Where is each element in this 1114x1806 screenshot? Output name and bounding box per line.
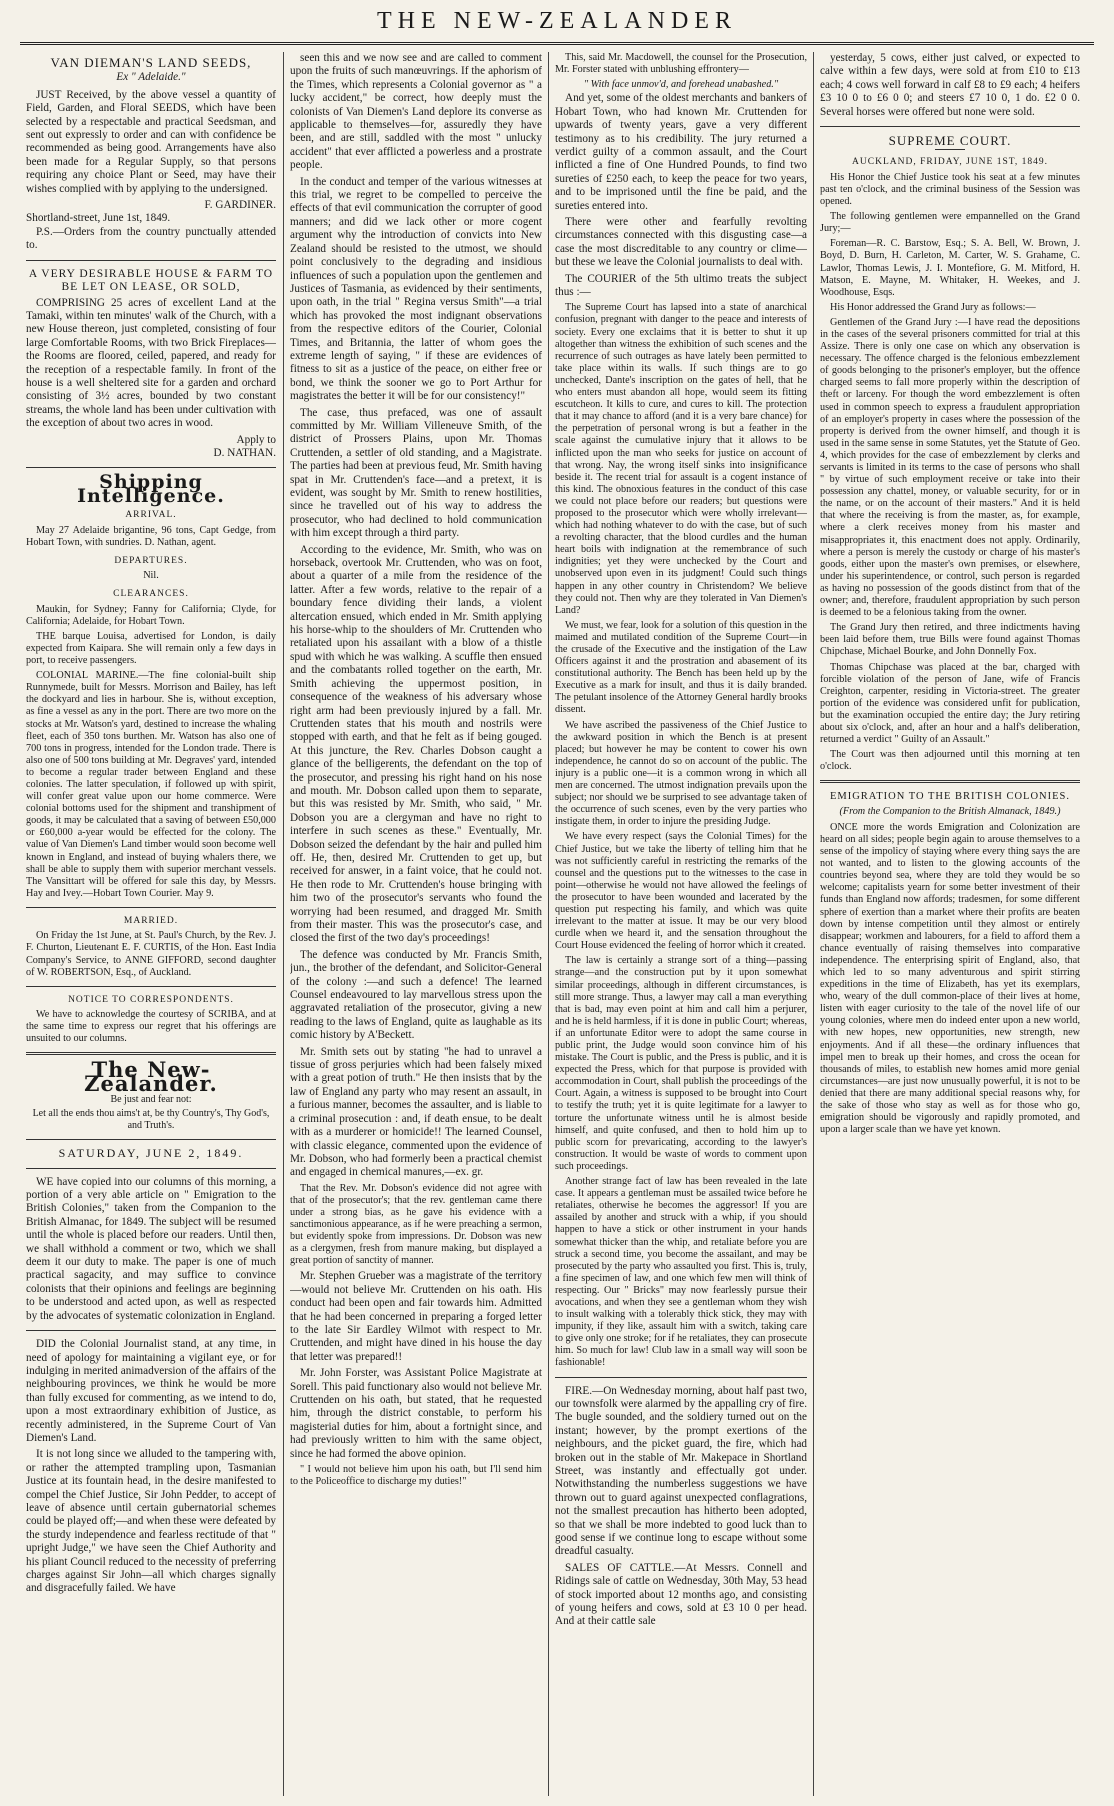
cattle-sales-continued: yesterday, 5 cows, either just calved, or expected to calve within a few days, were sold at from £10 to £13 each; 4 cows well forward in calf £8 to £9 each; 4 heifers £3 10 0 to £6 0 0; and steers £7 10 0, 1 do. £2 0 0. Several horses were offered but none were sold. bbox=[820, 52, 1080, 118]
divider bbox=[26, 1139, 276, 1140]
supreme-court-heading: SUPREME COURT. bbox=[888, 133, 1012, 149]
house-ad-body: COMPRISING 25 acres of excellent Land at the Tamaki, within ten minutes' walk of the Church, with a new House thereon, just completed, consisting of four large Comfortable Rooms, with two Brick Fireplaces—the Rooms are floored, ceiled, papered, and ready for the reception of a respectable family. In front of the house is a well sheltered site for a garden and orchard consisting of 3½ acres, bounded by two constant streams, the whole land has been under cultivation with the exception of about two acres in wood. bbox=[26, 296, 276, 430]
court-report: The Grand Jury then retired, and three indictments having been laid before them, true Bills were found against Thomas Chipchase, Michael Bourke, and John Donnelly Fox. bbox=[820, 622, 1080, 658]
court-report: The Court was then adjourned until this morning at ten o'clock. bbox=[820, 749, 1080, 773]
married-notice: On Friday the 1st June, at St. Paul's Church, by the Rev. J. F. Churton, Lieutenant E. F. CURTIS, of the Hon. East India Company's Service, to ANNE GIFFORD, second daughter of W. ROBERTSON, Esq., of Auckland. bbox=[26, 930, 276, 978]
seeds-ad-signature: F. GARDINER. bbox=[204, 199, 276, 212]
seeds-ad-address: Shortland-street, June 1st, 1849. bbox=[26, 212, 171, 225]
editorial-paragraph: Mr. Stephen Grueber was a magistrate of the territory—would not believe Mr. Cruttenden on his oath. His conduct had been open and fair towards him. Admitted that he had been concerned in preparing a forged letter to the late Sir Eardley Wilmot with respect to Mr. Cruttenden, and might have dined in his house the day that letter was prepared!! bbox=[290, 1270, 542, 1363]
editorial-paragraph: According to the evidence, Mr. Smith, who was on horseback, overtook Mr. Cruttenden, who was on foot, about a quarter of a mile from the residence of the latter. After a few words, relative to the repair of a boundary fence dividing their lands, a violent altercation ensued, which ended in Mr. Smith applying his horse-whip to the shoulders of Mr. Cruttenden who retaliated upon his assailant with a blow of a thistle spud with which he was walking. A scuffle then ensued and the combatants rolled together on the earth, Mr. Smith achieving the uppermost position, in consequence of the weakness of his adversary whose right arm had been previously injured by a fall. Mr. Cruttenden states that his mouth and nostrils were stopped with earth, and that he felt as if being gouged. At this juncture, the Rev. Charles Dobson caught a glance of the belligerents, the defendant on the top of the prosecutor, and pressing his right hand on his nose and mouth. Mr. Dobson called upon them to separate, but this was resisted by Mr. Smith, who said, " Mr. Dobson you are a clergyman and have no right to interfere in such scenes as these." Eventually, Mr. Dobson seized the defendant by the hair and pulled him off. He, then, desired Mr. Cruttenden to get up, but received for answer, in a faint voice, that he could not. He then rode to Mr. Cruttenden's house bringing with him two of the prosecutor's servants who found the worrying had been resumed, and dragged Mr. Smith from their master. This was the prosecutor's case, and closed the first of the two day's proceedings! bbox=[290, 543, 542, 945]
emigration-heading: EMIGRATION TO THE BRITISH COLONIES. bbox=[829, 791, 1071, 803]
verse-quote: " With face unmov'd, and forehead unabashed." bbox=[583, 79, 779, 91]
divider bbox=[820, 126, 1080, 127]
column-divider bbox=[548, 52, 549, 1796]
masthead-rule bbox=[20, 42, 1094, 45]
column-divider bbox=[283, 52, 284, 1796]
editorial-paragraph: seen this and we now see and are called to comment upon the fruits of such manœuvrings. If the aphorism of the Times, which represents a Colonial governor as " a lucky accident," be correct, how deeply must the colonists of Van Diemen's Land deplore its converse as applicable to themselves—for, assuredly they have been, and are still, saddled with the most " unlucky accident" that ever afflicted a powerless and a prostrate people. bbox=[290, 52, 542, 172]
fire-report: FIRE.—On Wednesday morning, about half past two, our townsfolk were alarmed by the appalling cry of fire. The bugle sounded, and the soldiery turned out on the instant; however, by the prompt exertions of the neighbours, and the picket guard, the fire, which had broken out in the stable of Mr. Makepace in Shortland Street, was instantly and effectually got under. Notwithstanding the numberless suggestions we have thrown out to guard against unexpected conflagrations, not the smallest precaution has hitherto been adopted, so that we shall be more indebted to good luck than to good sense if we continue long to escape without some dreadful casualty. bbox=[555, 1384, 807, 1558]
court-report: Thomas Chipchase was placed at the bar, charged with forcible violation of the person of Jane, wife of Francis Creighton, carpenter, residing in Victoria-street. The greater portion of the evidence was considered unfit for publication, but the examination occupied the entire day; the Jury retiring about six o'clock, and, after an hour and a half's deliberation, returned a verdict " Guilty of an Assault." bbox=[820, 661, 1080, 746]
emigration-source: (From the Companion to the British Almanack, 1849.) bbox=[839, 805, 1061, 817]
editorial-paragraph: There were other and fearfully revolting circumstances connected with this disgusting case—a case the most discreditable to any country or clime—but these we leave the Colonial journalists to deal with. bbox=[555, 215, 807, 269]
editorial-paragraph: Mr. John Forster, was Assistant Police Magistrate at Sorell. This paid functionary also would not believe Mr. Cruttenden on his oath, but stated, that he requested him, through the district constable, to perform his magisterial duties for him, about a fortnight since, and had previously written to him with the same object, since he had formed the above opinion. bbox=[290, 1367, 542, 1460]
divider bbox=[26, 1052, 276, 1055]
departures-label: DEPARTURES. bbox=[114, 555, 188, 566]
court-report: Foreman—R. C. Barstow, Esq.; S. A. Bell, W. Brown, J. Boyd, D. Burn, H. Carleton, M. Carter, W. S. Grahame, C. Lawlor, Thomas Lewis, J. I. Montefiore, G. M. Mitford, H. Matson, E. Mayne, M. Whitaker, H. Weekes, and J. Woodhouse, Esqs. bbox=[820, 238, 1080, 298]
colonial-marine-article: COLONIAL MARINE.—The fine colonial-built ship Runnymede, built for Messrs. Morrison and Bailey, has left the dockyard and lies in harbour. She is, without exception, as fine a vessel as any in the port. There are two more on the stocks at Mr. Watson's yard, destined to increase the whaling fleet, each of 350 tons burthen. Mr. Watson has also one of 700 tons in progress, intended for the London trade. There is also one of 500 tons building at Mr. Degraves' yard, intended to become a regular trader between England and these colonies. The latter speculation, if followed up with spirit, will confer great value upon our home commerce. Were colonial bottoms used for the shipment and transhipment of goods, it may be calculated that a saving of between £50,000 or £60,000 a-year would be effected for the colony. The value of Van Diemen's Land timber would soon become well known in England, and instead of buying whalers there, we shall be able to supply them with superior merchant vessels. The Vansittart will be offered for sale this day, by Messrs. Hay and Ivey.—Hobart Town Courier. May 9. bbox=[26, 670, 276, 899]
masthead bbox=[0, 0, 1114, 44]
supreme-court-dateline: AUCKLAND, FRIDAY, JUNE 1ST, 1849. bbox=[852, 157, 1048, 168]
editorial-paragraph: The case, thus prefaced, was one of assault committed by Mr. William Villeneuve Smith, of the district of Prossers Plains, upon Mr. Thomas Cruttenden, a settler of old standing, and a Magistrate. The parties had been at previous feud, Mr. Smith having spat in Mr. Cruttenden's face—and a pretext, it is evident, was sought by Mr. Smith to renew hostilities, since he travelled out of his way to address the prosecutor, who had declined to hold communication with him except through a third party. bbox=[290, 406, 542, 540]
clearances-label: CLEARANCES. bbox=[113, 589, 189, 600]
house-ad-signature: D. NATHAN. bbox=[213, 446, 276, 459]
motto-line-2: Let all the ends thou aims't at, be thy Country's, Thy God's, and Truth's. bbox=[32, 1108, 270, 1132]
editorial-paragraph: It is not long since we alluded to the tampering with, or rather the attempted trampling upon, Tasmanian Justice at its fountain head, in the desire manifested to compel the Chief Justice, Sir John Pedder, to accept of leave of absence until certain gubernatorial schemes could be played off;—and when these were defeated by the sturdy independence and fearless rectitude of that " upright Judge," we have seen the Chief Authority and his pliant Council reduced to the necessity of preferring charges against Sir John—all which charges signally and disgracefully failed. We have bbox=[26, 1448, 276, 1595]
seeds-ad-subheading: Ex " Adelaide." bbox=[116, 71, 186, 84]
column-4 bbox=[820, 52, 1080, 1798]
column-2 bbox=[290, 52, 542, 1798]
editorial-paragraph: The COURIER of the 5th ultimo treats the subject thus :— bbox=[555, 272, 807, 298]
column-3 bbox=[555, 52, 807, 1798]
divider bbox=[555, 1377, 807, 1378]
shipping-heading: Shipping Intelligence. bbox=[77, 471, 225, 507]
editorial-paragraph: WE have copied into our columns of this morning, a portion of a very able article on " Emigration to the British Colonies," taken from the Companion to the British Almanac, for 1849. The subject will be resumed until the whole is placed before our readers. Until then, we shall withhold a comment or two, which we shall deem it our duty to make. The paper is one of much practical sagacity, and may suffice to convince colonists that their opinions and feelings are beginning to be understood and acted upon, as well as respected by the advocates of systematic colonization in England. bbox=[26, 1175, 276, 1322]
seeds-ad-body: JUST Received, by the above vessel a quantity of Field, Garden, and Floral SEEDS, which have been selected by a respectable and practical Seedsman, and sent out expressly to order and can with confidence be recommended as being good. Arrangements have also been made for a Regular Supply, so that persons requiring any choice Plant or Seed, may have their wishes complied with by applying to the undersigned. bbox=[26, 88, 276, 195]
quoted-passage: Another strange fact of law has been revealed in the late case. It appears a gentleman must be assailed twice before he retaliates, otherwise he becomes the aggressor! If you are assailed by another and struck with a whip, if you should happen to have a stick or other instrument in your hands somewhat thicker than the whip, and retaliate before you are struck a second time, you become the assailant, and may be prosecuted by the party who assaulted you first. This is, truly, a fine specimen of law, and one which few men will think of respecting. Our " Bricks" may now fearlessly pursue their avocations, and when they see a gentleman whom they wish to insult walking with a tolerably thick stick, they may with impunity, if they like, assault him with a switch, taking care to give only one stroke; for if he retaliates, they can prosecute him. So much for law! Club law in a small way will soon be fashionable! bbox=[555, 1176, 807, 1369]
court-report: His Honor the Chief Justice took his seat at a few minutes past ten o'clock, and the criminal business of the Session was opened. bbox=[820, 171, 1080, 208]
quoted-passage: The law is certainly a strange sort of a thing—passing strange—and the construction put by it upon somewhat similar proceedings, although in different circumstances, is still more strange. Thus, a lawyer may call a man everything that is bad, may even point at him and call him a perjurer, and he is held harmless, if it is done in public Court; whereas, if an unfortunate Editor were to adopt the same course in public print, the Judge would soon convince him of his mistake. The Court is public, and the Press is public, and it is expected the Press, which for that purpose is provided with accommodation in Court, shall publish the proceedings of the Court. Again, a witness is supposed to be brought into Court to testify the truth; yet it is quite legitimate for a lawyer to torture the unfortunate witness until he is almost beside himself, and quite confused, and then to hold him up to public scorn for prevaricating, according to the lawyer's construction. It would be waste of words to comment upon such proceedings. bbox=[555, 955, 807, 1172]
court-report: His Honor addressed the Grand Jury as follows:— bbox=[830, 301, 1036, 313]
issue-date: SATURDAY, JUNE 2, 1849. bbox=[58, 1146, 244, 1161]
editorial-paragraph: DID the Colonial Journalist stand, at any time, in need of apology for maintaining a vigilant eye, or for indulging in merited animadversion of the affairs of the neighbouring provinces, we think he would be more than fully excused for commenting, as we intend to do, upon a most extraordinary exhibition of Justice, as recently administered, in the Supreme Court of Van Diemen's Land. bbox=[26, 1338, 276, 1444]
house-ad-apply: Apply to bbox=[236, 433, 276, 446]
divider bbox=[820, 780, 1080, 783]
divider bbox=[26, 467, 276, 468]
quoted-passage: We must, we fear, look for a solution of this question in the maimed and mutilated condition of the Supreme Court—in the crusade of the Executive and the instigation of the Law Officers against it and the prostration and abasement of its constitutional authority. The Bench has been held up by the Executive as a mark for insult, and thus it is daily branded. The petulant insolence of the Attorney General hardly brooks dissent. bbox=[555, 619, 807, 716]
court-report: Gentlemen of the Grand Jury :—I have read the depositions in the cases of the several prisoners committed for trial at this Assize. There is only one case on which any observation is necessary. The offence charged is the felonious embezzlement of goods belonging to the prisoner's employer, but the offence charged seems to fall more properly within the description of theft or larceny. For though the word embezzlement is often used in common speech to express a fraudulent appropriation of an employer's property in cases where the possession of the property is derived from the owner himself, and though it is used in the same sense in some Statutes, yet the Statute of Geo. 4, which provides for the case of embezzlement by clerks and servants is limited in its terms to the case of persons who shall " by virtue of such employment receive or take into their possession any chattel, money, or valuable security, for or in the name, or on the account of their masters." And it is held that where the receiving is from the master, as, for example, where a clerk receives money from his master and misappropriates it, this enactment does not apply. Ordinarily, where a person is merely the custody or charge of his master's goods, either upon the master's own premises, or elsewhere, under his superintendence, or control, such person is regarded as having no possession of the goods distinct from that of the owner; and, therefore, fraudulent appropriation by such person is deemed to be a felonious taking from the owner. bbox=[820, 316, 1080, 619]
emigration-article: ONCE more the words Emigration and Colonization are heard on all sides; people begin again to arouse themselves to a sense of the impolicy of staying where every thing says the are not wanted, and to listen to the glowing accounts of the countries beyond sea, where they are told they would be so welcome; capitalists yearn for some better investment of their funds than England now affords; tradesmen, for some different sphere of exertion than a market where their profits are beaten down by intense competition until they almost or entirely disappear; workmen and labourers, for a field to afford them a chance eventually of raising themselves into comparative independence. The enterprising spirit of England, also, that which led to so many adventurous and spirit stirring expeditions in the time of Elizabeth, has yet its exemplars, who, weary of the dull common-place of their lives at home, listen with eager curiosity to the tale of the novel life of our young colonies, where men do indeed enter upon a new world, with new hopes, new opportunities, new strength, new enjoyments. And if all these—the ordinary influences that impel men to break up their homes, and cross the ocean for thousands of miles, to establish new homes amid more genial circumstances—are just now unusually powerful, it is not to be denied that there are many additional special reasons why, for the sake of those who stay as well as for those who go, emigration should be vigorously and rapidly promoted, and upon a larger scale than we have yet known. bbox=[820, 821, 1080, 1136]
departures-entry: Nil. bbox=[143, 570, 159, 582]
correspondents-notice: We have to acknowledge the courtesy of SCRIBA, and at the same time to express our regret that his offerings are unsuited to our columns. bbox=[26, 1009, 276, 1045]
paper-nameplate: The New-Zealander. bbox=[84, 1057, 218, 1096]
court-report: The following gentlemen were empannelled on the Grand Jury;— bbox=[820, 211, 1080, 235]
quoted-passage: This, said Mr. Macdowell, the counsel for the Prosecution, Mr. Forster stated with unblushing effrontery— bbox=[555, 52, 807, 76]
quoted-passage: " I would not believe him upon his oath, but I'll send him to the Policeoffice to discharge my duties!" bbox=[290, 1464, 542, 1488]
house-ad-heading: A VERY DESIRABLE HOUSE & FARM TO BE LET ON LEASE, OR SOLD, bbox=[28, 267, 274, 294]
newspaper-title: THE NEW-ZEALANDER bbox=[377, 8, 737, 34]
quoted-passage: We have every respect (says the Colonial Times) for the Chief Justice, but we take the liberty of telling him that he was not sufficiently careful in restricting the remarks of the counsel and the questions put to the witnesses to the case in point—otherwise he would not have allowed the feelings of the prosecutor to have been wounded and lacerated by the question put respecting his family, and which was quite irrelevant to the matter at issue. It may be our very blood curdle when we heard it, and the sensation throughout the Court House evidenced the feeling of horror which it created. bbox=[555, 831, 807, 952]
correspondents-heading: NOTICE TO CORRESPONDENTS. bbox=[68, 994, 234, 1005]
divider bbox=[26, 907, 276, 908]
editorial-paragraph: And yet, some of the oldest merchants and bankers of Hobart Town, who had known Mr. Cruttenden for upwards of twenty years, gave a very different testimony as to his credibility. The jury returned a verdict guilty of a common assault, and the Court inflicted a fine of One Hundred Pounds, to find two sureties of £250 each, to keep the peace for two years, and to be imprisoned until the fine be paid, and the sureties entered into. bbox=[555, 92, 807, 212]
editorial-paragraph: The defence was conducted by Mr. Francis Smith, jun., the brother of the defendant, and Solicitor-General of the colony :—and such a defence! The learned Counsel endeavoured to lay marvellous stress upon the aggravated retaliation of the prosecutor, giving a new reading to the laws of England, quite as laughable as its comic history by A'Beckett. bbox=[290, 948, 542, 1042]
divider bbox=[26, 1168, 276, 1169]
motto-line-1: Be just and fear not: bbox=[110, 1094, 192, 1106]
column-1 bbox=[26, 52, 276, 1798]
quoted-passage: That the Rev. Mr. Dobson's evidence did not agree with that of the prosecutor's; that the rev. gentleman came there under a strong bias, as he gave his evidence with a sanctimonious appearance, as if he were preaching a sermon, but evidently spoke from impressions. Dr. Dobson was new as a clergymen, fresh from manure making, but displayed a great portion of sanctity of manner. bbox=[290, 1182, 542, 1267]
divider bbox=[26, 986, 276, 987]
divider bbox=[935, 149, 965, 150]
seeds-ad-heading: VAN DIEMAN'S LAND SEEDS, bbox=[50, 55, 252, 70]
married-heading: MARRIED. bbox=[123, 915, 179, 926]
editorial-paragraph: Mr. Smith sets out by stating "he had to unravel a tissue of gross perjuries which had been falsely mixed with a great potion of truth." He then insists that by the law of England any party who may resent an assault, in a furious manner, becomes the assaulter, and is liable to a criminal prosecution : and, if death ensue, to be dealt with as a murderer or homicide!! The learned Counsel, with classic elegance, commented upon the evidence of Mr. Dobson, who had formerly been a practical chemist and engaged in chemical manures,—ex. gr. bbox=[290, 1045, 542, 1179]
quoted-passage: The Supreme Court has lapsed into a state of anarchical confusion, pregnant with danger to the peace and interests of society. Every one exclaims that it is better to shut it up altogether than witness the exhibition of such scenes and the recurrence of such outrages as have lately been permitted to take place within its walls. If such things are to go unchecked, Dante's inscription on the gates of hell, that he who enters must abandon all hope, would seem its fitting escutcheon. It kills to cure, and cures to kill. The protection that it may chance to afford (and it is a very bare chance) for the perpetration of personal wrong is but a feather in the scale against the cumulative injury that it allows to be inflicted upon the man who seeks for justice on account of that wrong. Nay, the wrong itself sinks into insignificance beside it. The recent trial for assault is a cogent instance of this kind. The obnoxious features in the conduct of this case we could not place before our readers; but questions were proposed to the prosecutor which were wholly irrelevant—which had nothing whatever to do with the case, but of such a revolting character, that the blood curdles and the human heart boils with indignation at the remembrance of such indignities; yet they were unchecked by the Court and unobserved upon even in its judgment! Could such things happen in any other country in Christendom? We believe they could not. Then why are they tolerated in Van Diemen's Land? bbox=[555, 302, 807, 616]
editorial-paragraph: In the conduct and temper of the various witnesses at this trial, we regret to be compelled to perceive the effects of that evil communication the corrupter of good manners; and did we lack other or more cogent argument why the introduction of convicts into New Zealand should be resisted to the utmost, we should point conclusively to the degrading and insidious influences of such a population upon the gentlemen and Justices of Tasmania, as evidenced by their sentiments, upon oath, in the trial " Regina versus Smith"—a trial which has provoked the most indignant observations from the respective editors of the Courier, Colonial Times, and Britannia, the latter of whom goes the extreme length of saying, " if these are evidences of fitness to sit as a justice of the peace, on either free or bond, we think the sooner we go to Port Arthur for magistrates the better it will be for our consistency!" bbox=[290, 175, 542, 403]
arrival-label: ARRIVAL. bbox=[125, 510, 177, 521]
divider bbox=[26, 260, 276, 261]
arrival-entry: May 27 Adelaide brigantine, 96 tons, Capt Gedge, from Hobart Town, with sundries. D. Nathan, agent. bbox=[26, 524, 276, 548]
seeds-ad-postscript: P.S.—Orders from the country punctually attended to. bbox=[26, 225, 276, 252]
cattle-sales-report: SALES OF CATTLE.—At Messrs. Connell and Ridings sale of cattle on Wednesday, 30th May, 53 head of stock imported about 12 months ago, and consisting of young heifers and cows, sold at £3 10 0 per head. And at their cattle sale bbox=[555, 1561, 807, 1628]
quoted-passage: We have ascribed the passiveness of the Chief Justice to the awkward position in which the Bench is at present placed; but however he may be content to cower his own independence, he cannot do so on account of the public. The injury is a public one—it is a common wrong in which all men are concerned. The utmost indignation prevails upon the subject; nor should we be surprised to see advantage taken of the occurrence of such scenes, even by the very parties who instigate them, in order to injure the presiding Judge. bbox=[555, 719, 807, 828]
clearances-entry: Maukin, for Sydney; Fanny for California; Clyde, for California; Adelaide, for Hobart Town. bbox=[26, 603, 276, 627]
divider bbox=[26, 1330, 276, 1331]
louisa-notice: THE barque Louisa, advertised for London, is daily expected from Kaipara. She will remain only a few days in port, to receive passengers. bbox=[26, 630, 276, 667]
column-divider bbox=[813, 52, 814, 1796]
